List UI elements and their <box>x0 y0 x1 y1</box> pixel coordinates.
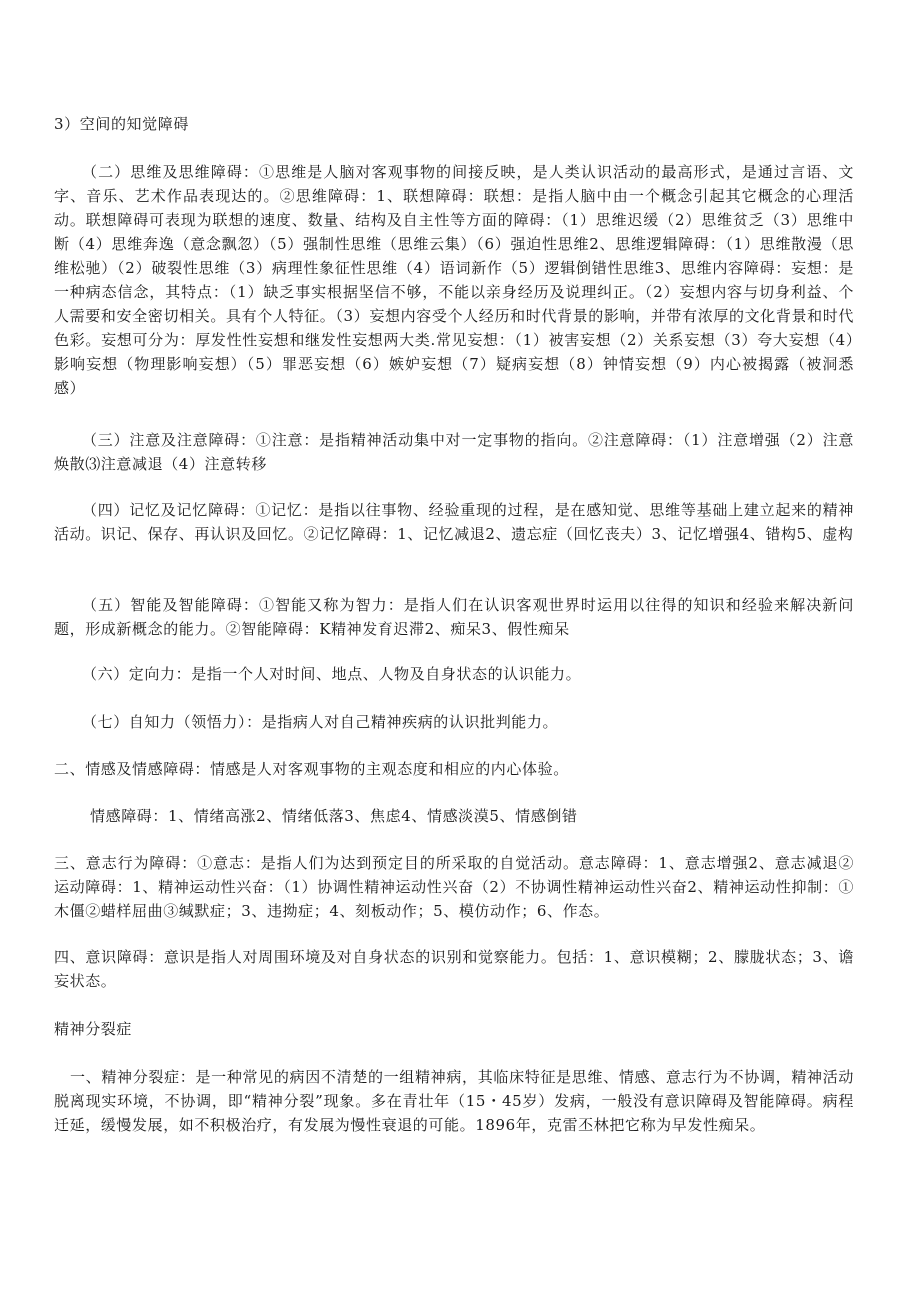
paragraph-attention-disorder: （三）注意及注意障碍：①注意：是指精神活动集中对一定事物的指向。②注意障碍：（1）注意增强（2）注意焕散⑶注意减退（4）注意转移 <box>54 431 854 473</box>
paragraph-intelligence-disorder: （五）智能及智能障碍：①智能又称为智力：是指人们在认识客观世界时运用以往得的知识和经验来解决新问题，形成新概念的能力。②智能障碍：K精神发育迟滞2、痴呆3、假性痴呆 <box>54 596 854 638</box>
paragraph-insight: （七）自知力（领悟力）：是指病人对自己精神疾病的认识批判能力。 <box>82 713 559 731</box>
paragraph-orientation: （六）定向力：是指一个人对时间、地点、人物及自身状态的认识能力。 <box>82 665 582 683</box>
paragraph-thinking-disorder: （二）思维及思维障碍：①思维是人脑对客观事物的间接反映，是人类认识活动的最高形式，是通过言语、文字、音乐、艺术作品表现达的。②思维障碍：1、联想障碍：联想：是指人脑中由一个概念引起其它概念的心理活动。联想障碍可表现为联想的速度、数量、结构及自主性等方面的障碍：（1）思维迟缓（2）思维贫乏（3）思维中断（4）思维奔逸（意念飘忽）（5）强制性思维（思维云集）（6）强迫性思维2、思维逻辑障碍：（1）思维散漫（思维松驰）（2）破裂性思维（3）病理性象征性思维（4）语词新作（5）逻辑倒错性思维3、思维内容障碍：妄想：是一种病态信念，其特点：（1）缺乏事实根据坚信不够，不能以亲身经历及说理纠正。（2）妄想内容与切身利益、个人需要和安全密切相关。具有个人特征。（3）妄想内容受个人经历和时代背景的影响，并带有浓厚的文化背景和时代色彩。妄想可分为：厚发性性妄想和继发性妄想两大类.常见妄想：（1）被害妄想（2）关系妄想（3）夸大妄想（4）影响妄想（物理影响妄想）（5）罪恶妄想（6）嫉妒妄想（7）疑病妄想（8）钟情妄想（9）内心被揭露（被洞悉感） <box>54 163 854 397</box>
heading-spatial-perception: 3）空间的知觉障碍 <box>54 115 189 133</box>
paragraph-volition-disorder: 三、意志行为障碍：①意志：是指人们为达到预定目的所采取的自觉活动。意志障碍：1、意志增强2、意志减退②运动障碍：1、精神运动性兴奋：（1）协调性精神运动性兴奋（2）不协调性精神运动性兴奋2、精神运动性抑制：①木僵②蜡样屈曲③缄默症；3、违拗症；4、刻板动作；5、模仿动作；6、作态。 <box>54 854 854 920</box>
paragraph-schizophrenia-definition: 一、精神分裂症：是一种常见的病因不清楚的一组精神病，其临床特征是思维、情感、意志行为不协调，精神活动脱离现实环境，不协调，即“精神分裂”现象。多在青壮年（15・45岁）发病，一般没有意识障碍及智能障碍。病程迁延，缓慢发展，如不积极治疗，有发展为慢性衰退的可能。1896年，克雷丕林把它称为早发性痴呆。 <box>54 1068 854 1134</box>
paragraph-consciousness-disorder: 四、意识障碍：意识是指人对周围环境及对自身状态的识别和觉察能力。包括：1、意识模糊；2、朦胧状态；3、谵妄状态。 <box>54 948 854 990</box>
paragraph-memory-disorder: （四）记忆及记忆障碍：①记忆：是指以往事物、经验重现的过程，是在感知觉、思维等基础上建立起来的精神活动。识记、保存、再认识及回忆。②记忆障碍：1、记忆减退2、遗忘症（回忆丧夫）3、记忆增强4、错构5、虚构 <box>54 501 854 543</box>
section-title-schizophrenia: 精神分裂症 <box>54 1020 133 1038</box>
paragraph-emotion-disorder-list: 情感障碍：1、情绪高涨2、情绪低落3、焦虑4、情感淡漠5、情感倒错 <box>90 807 578 825</box>
heading-emotion-disorder: 二、情感及情感障碍：情感是人对客观事物的主观态度和相应的内心体验。 <box>54 760 569 778</box>
